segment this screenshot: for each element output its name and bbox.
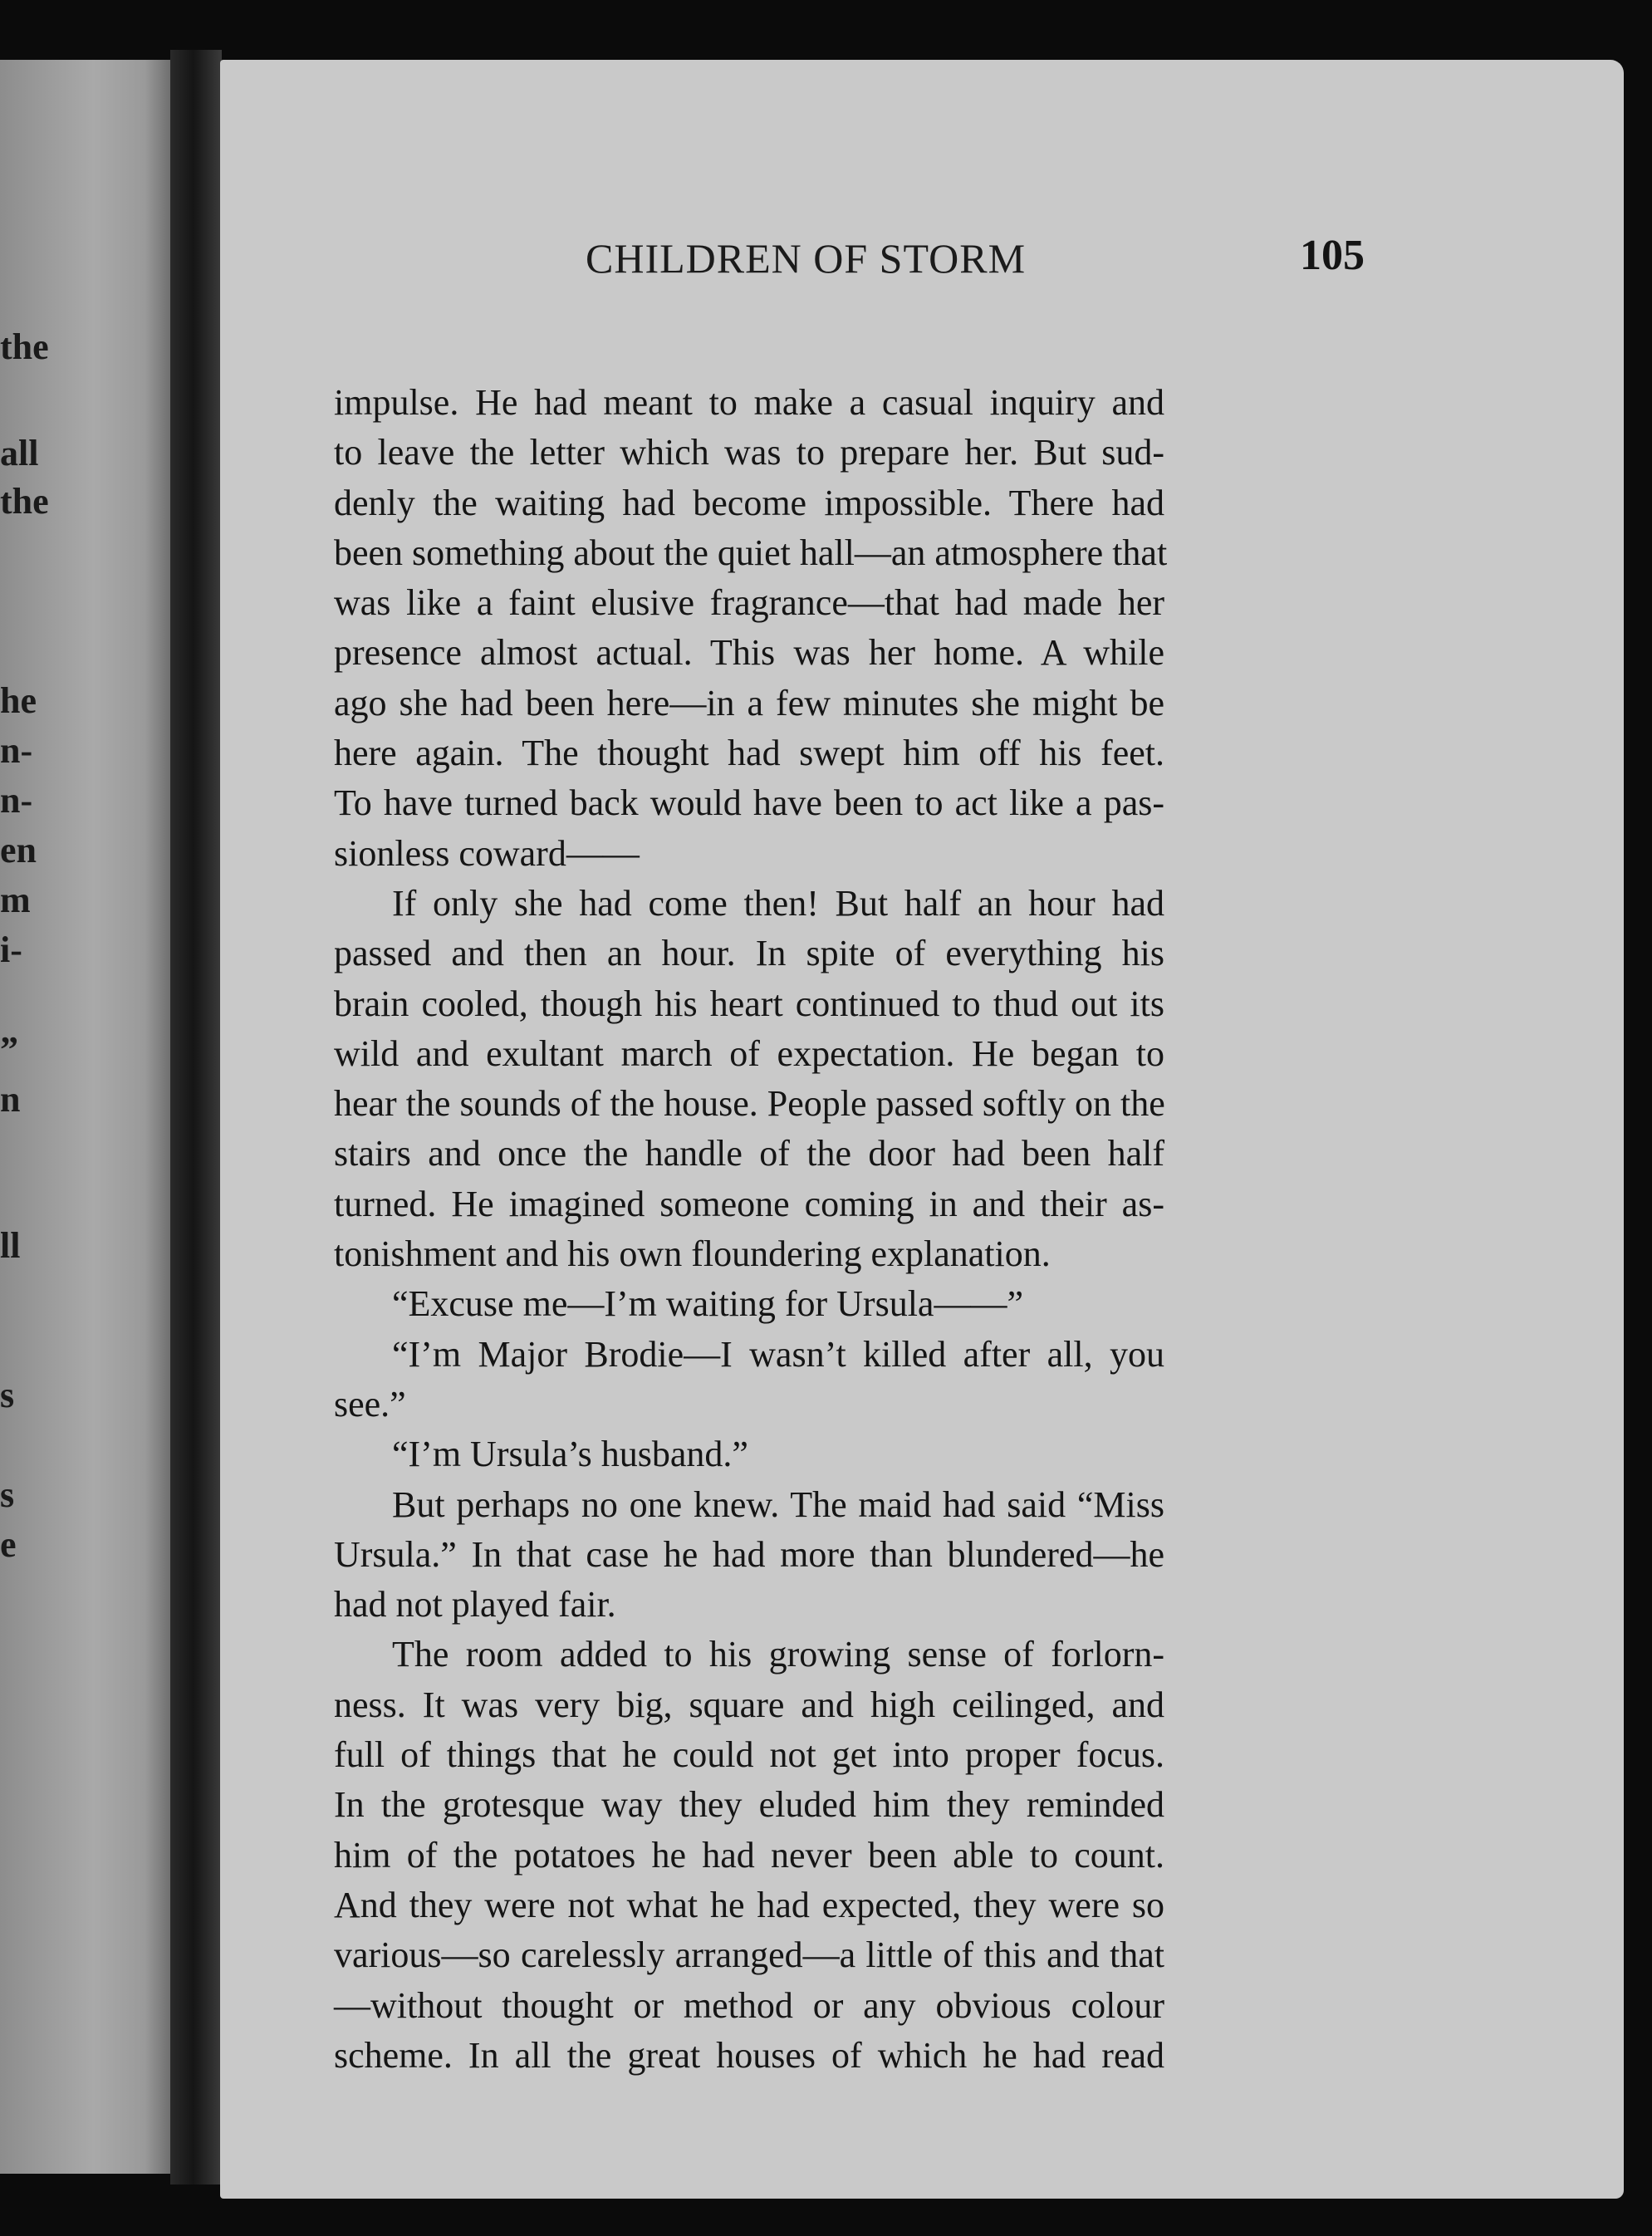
text-line: passed and then an hour. In spite of everything his [334, 933, 1164, 974]
book-gutter [170, 50, 222, 2185]
facing-page-text: ” [0, 1029, 18, 1070]
text-line: to leave the letter which was to prepare her. But sud- [334, 432, 1164, 473]
text-line: tonishment and his own floundering explanation. [334, 1233, 1051, 1275]
facing-page-edge [0, 60, 170, 2174]
body-text [334, 378, 1168, 2081]
text-line: —without thought or method or any obvious colour [334, 1984, 1164, 2026]
facing-page-text: en [0, 830, 37, 870]
facing-page-text: e [0, 1524, 17, 1565]
text-line: here again. The thought had swept him off his feet. [334, 733, 1164, 774]
facing-page-text: all [0, 433, 39, 473]
text-line: presence almost actual. This was her home. A while [334, 632, 1164, 674]
text-line: If only she had come then! But half an hour had [392, 882, 1164, 924]
text-line: sionless coward—— [334, 832, 640, 874]
facing-page-text: he [0, 680, 37, 721]
facing-page-text: s [0, 1474, 15, 1515]
text-line: full of things that he could not get into proper focus. [334, 1734, 1164, 1776]
text-line: impulse. He had meant to make a casual inquiry and [334, 382, 1164, 423]
text-line: see.” [334, 1383, 406, 1424]
text-line: various—so carelessly arranged—a little of this and that [334, 1934, 1164, 1976]
text-line: brain cooled, though his heart continued to thud out its [334, 983, 1164, 1024]
facing-page-text: i- [0, 929, 22, 970]
text-line: been something about the quiet hall—an atmosphere that [334, 532, 1168, 573]
text-line: To have turned back would have been to act like a pas- [334, 782, 1164, 824]
text-line: denly the waiting had become impossible. There had [334, 482, 1164, 523]
text-line: But perhaps no one knew. The maid had said “Miss [392, 1483, 1164, 1525]
facing-page-text: n [0, 1079, 21, 1120]
text-line: him of the potatoes he had never been able to count. [334, 1834, 1164, 1876]
text-line: In the grotesque way they eluded him they reminded [334, 1784, 1164, 1826]
text-line: had not played fair. [334, 1584, 616, 1626]
facing-page-text: n- [0, 730, 33, 771]
text-line: wild and exultant march of expectation. He began to [334, 1032, 1164, 1074]
text-line: turned. He imagined someone coming in and their as- [334, 1183, 1164, 1224]
running-head [220, 226, 1624, 301]
facing-page-text: m [0, 880, 31, 920]
text-line: ness. It was very big, square and high ceilinged, and [334, 1684, 1164, 1725]
text-line: “I’m Major Brodie—I wasn’t killed after all, you [392, 1333, 1164, 1375]
facing-page-text: the [0, 481, 49, 522]
facing-page-text: the [0, 326, 49, 367]
text-line: Ursula.” In that case he had more than blundered—he [334, 1533, 1164, 1575]
text-line: stairs and once the handle of the door had been half [334, 1133, 1164, 1174]
text-line: scheme. In all the great houses of which he had read [334, 2034, 1164, 2076]
text-line: And they were not what he had expected, they were so [334, 1884, 1164, 1925]
facing-page-text: s [0, 1375, 15, 1415]
facing-page-text: ll [0, 1225, 21, 1266]
text-line: was like a faint elusive fragrance—that had made her [334, 582, 1164, 624]
text-line: “Excuse me—I’m waiting for Ursula——” [392, 1283, 1023, 1325]
text-line: ago she had been here—in a few minutes she might be [334, 682, 1164, 723]
book-page [220, 60, 1624, 2199]
running-title: CHILDREN OF STORM [586, 235, 1027, 282]
text-line: “I’m Ursula’s husband.” [392, 1434, 748, 1475]
text-line: hear the sounds of the house. People passed softly on the [334, 1083, 1165, 1125]
facing-page-text: n- [0, 780, 33, 821]
text-line: The room added to his growing sense of forlorn- [392, 1634, 1164, 1675]
page-number: 105 [1300, 232, 1365, 279]
